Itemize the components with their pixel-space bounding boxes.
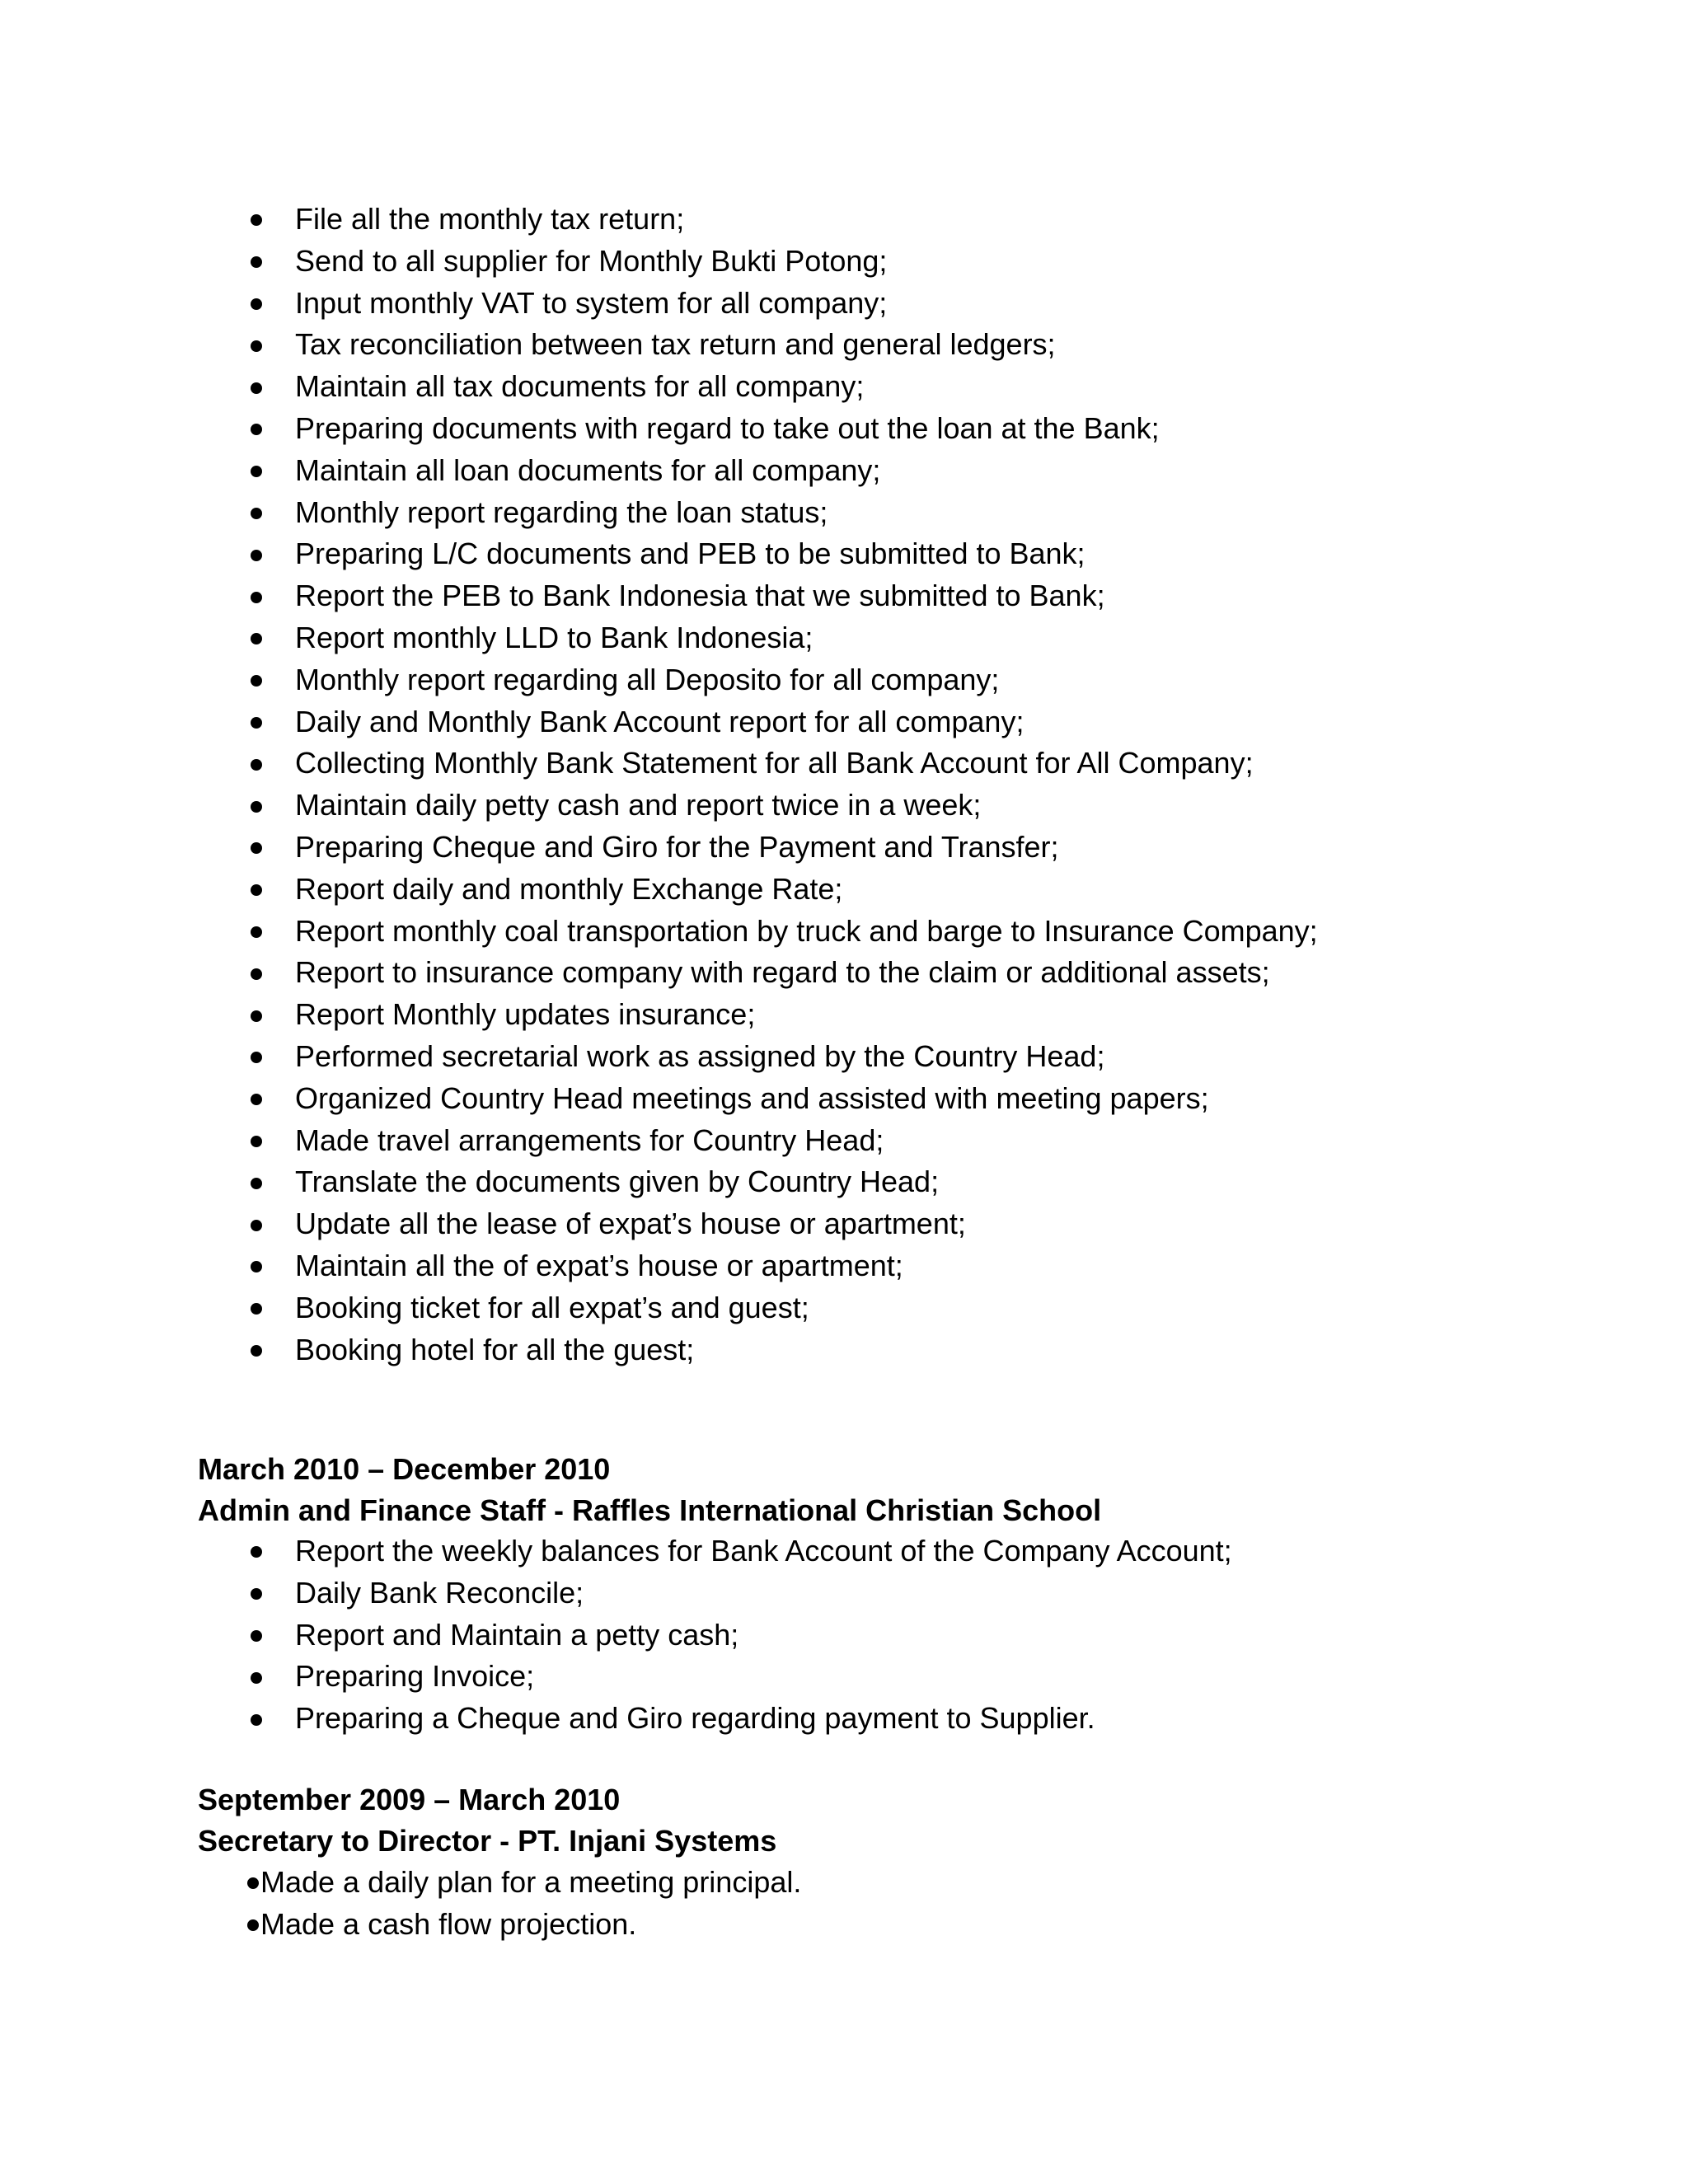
list-item — [295, 701, 1318, 743]
list-item-text: Preparing documents with regard to take out the loan at the Bank; — [295, 410, 1160, 445]
list-item — [295, 617, 1318, 659]
list-item — [295, 1078, 1318, 1120]
bullet-icon — [251, 842, 262, 854]
list-item — [295, 241, 1318, 283]
list-item — [295, 1245, 1318, 1287]
list-item — [295, 1287, 1318, 1329]
list-item-text: Tax reconciliation between tax return and general ledgers; — [295, 327, 1056, 362]
list-item-text: Maintain daily petty cash and report twice in a week; — [295, 788, 982, 823]
list-item-text: Report and Maintain a petty cash; — [295, 1617, 739, 1652]
list-item-text: Input monthly VAT to system for all company; — [295, 285, 888, 320]
list-item-text: Maintain all tax documents for all company; — [295, 369, 865, 404]
list-item — [295, 1329, 1318, 1371]
list-item-text: Daily and Monthly Bank Account report for all company; — [295, 704, 1025, 738]
list-item-text: Report the weekly balances for Bank Account of the Company Account; — [295, 1534, 1232, 1568]
list-item-text: Report Monthly updates insurance; — [295, 997, 756, 1032]
list-item — [295, 1161, 1318, 1203]
list-item-text: Monthly report regarding all Deposito for all company; — [295, 662, 1000, 696]
list-item — [295, 911, 1318, 953]
list-item-text: Booking hotel for all the guest; — [295, 1332, 695, 1366]
list-item — [295, 533, 1318, 575]
bullet-icon — [251, 801, 262, 813]
list-item-text: Report to insurance company with regard to the claim or additional assets; — [295, 955, 1270, 990]
list-item — [295, 785, 1318, 827]
list-item-text: Preparing L/C documents and PEB to be submitted to Bank; — [295, 537, 1085, 571]
list-item — [295, 1120, 1318, 1162]
bullet-icon — [251, 1303, 262, 1315]
list-item — [295, 324, 1318, 366]
bullet-icon — [251, 214, 262, 226]
bullet-icon — [247, 1877, 259, 1889]
list-item — [295, 450, 1318, 492]
bullet-icon — [251, 884, 262, 896]
list-item — [295, 869, 1318, 911]
list-item-text: Preparing Cheque and Giro for the Payment and Transfer; — [295, 829, 1059, 864]
injani-duties-list — [260, 1862, 801, 1946]
job-title-raffles: Admin and Finance Staff - Raffles International Christian School — [198, 1493, 1102, 1527]
bullet-icon — [251, 1261, 262, 1272]
list-item — [295, 492, 1318, 534]
bullet-icon — [247, 1919, 259, 1931]
list-item-text: Made a daily plan for a meeting principal. — [260, 1865, 802, 1899]
bullet-icon — [251, 1714, 262, 1726]
list-item-text: Made travel arrangements for Country Head; — [295, 1122, 884, 1157]
bullet-icon — [251, 675, 262, 687]
list-item — [260, 1904, 801, 1946]
list-item-text: Report the PEB to Bank Indonesia that we submitted to Bank; — [295, 579, 1105, 613]
list-item-text: Performed secretarial work as assigned by the Country Head; — [295, 1038, 1105, 1073]
bullet-icon — [251, 592, 262, 603]
bullet-icon — [251, 1546, 262, 1558]
bullet-icon — [251, 298, 262, 310]
bullet-icon — [251, 1136, 262, 1147]
bullet-icon — [251, 1010, 262, 1022]
job-title-injani: Secretary to Director - PT. Injani Systems — [198, 1824, 777, 1858]
bullet-icon — [251, 1178, 262, 1189]
list-item-text: Collecting Monthly Bank Statement for all Bank Account for All Company; — [295, 746, 1254, 780]
bullet-icon — [251, 1630, 262, 1642]
bullet-icon — [251, 340, 262, 352]
list-item — [295, 1530, 1232, 1572]
list-item-text: Made a cash flow projection. — [260, 1906, 637, 1941]
bullet-icon — [251, 256, 262, 268]
list-item — [295, 743, 1318, 785]
bullet-icon — [251, 759, 262, 771]
list-item — [295, 994, 1318, 1036]
list-item — [295, 1615, 1232, 1657]
list-item — [295, 1203, 1318, 1245]
bullet-icon — [251, 717, 262, 729]
list-item-text: Maintain all the of expat’s house or apartment; — [295, 1248, 903, 1282]
list-item-text: Report monthly LLD to Bank Indonesia; — [295, 620, 814, 654]
list-item — [295, 408, 1318, 450]
bullet-icon — [251, 550, 262, 561]
bullet-icon — [251, 1345, 262, 1357]
list-item-text: Monthly report regarding the loan status; — [295, 494, 828, 529]
list-item — [295, 827, 1318, 869]
list-item — [260, 1862, 801, 1904]
bullet-icon — [251, 508, 262, 519]
list-item-text: Report monthly coal transportation by truck and barge to Insurance Company; — [295, 913, 1318, 948]
bullet-icon — [251, 1672, 262, 1684]
list-item-text: Daily Bank Reconcile; — [295, 1575, 584, 1610]
bullet-icon — [251, 466, 262, 477]
bullet-icon — [251, 1220, 262, 1231]
list-item — [295, 366, 1318, 408]
bullet-icon — [251, 926, 262, 938]
list-item-text: Report daily and monthly Exchange Rate; — [295, 871, 843, 906]
job-period-injani: September 2009 – March 2010 — [198, 1783, 621, 1816]
list-item — [295, 1036, 1318, 1078]
list-item-text: Organized Country Head meetings and assisted with meeting papers; — [295, 1080, 1209, 1115]
list-item-text: Preparing a Cheque and Giro regarding payment to Supplier. — [295, 1701, 1095, 1736]
list-item — [295, 1656, 1232, 1698]
list-item-text: Booking ticket for all expat’s and guest; — [295, 1290, 809, 1324]
bullet-icon — [251, 424, 262, 435]
bullet-icon — [251, 1052, 262, 1063]
list-item — [295, 1572, 1232, 1615]
list-item — [295, 199, 1318, 241]
duties-list — [295, 199, 1318, 1371]
list-item-text: Send to all supplier for Monthly Bukti Potong; — [295, 243, 888, 278]
list-item — [295, 283, 1318, 325]
list-item-text: Update all the lease of expat’s house or apartment; — [295, 1207, 966, 1241]
bullet-icon — [251, 1588, 262, 1600]
list-item-text: File all the monthly tax return; — [295, 202, 685, 236]
list-item — [295, 659, 1318, 701]
bullet-icon — [251, 1094, 262, 1105]
list-item — [295, 1698, 1232, 1740]
bullet-icon — [251, 633, 262, 644]
list-item-text: Preparing Invoice; — [295, 1659, 535, 1694]
list-item-text: Translate the documents given by Country Head; — [295, 1165, 940, 1199]
raffles-duties-list — [295, 1530, 1232, 1740]
list-item — [295, 575, 1318, 617]
list-item — [295, 952, 1318, 994]
job-period-raffles: March 2010 – December 2010 — [198, 1452, 611, 1486]
bullet-icon — [251, 382, 262, 394]
bullet-icon — [251, 968, 262, 980]
list-item-text: Maintain all loan documents for all company; — [295, 452, 881, 487]
